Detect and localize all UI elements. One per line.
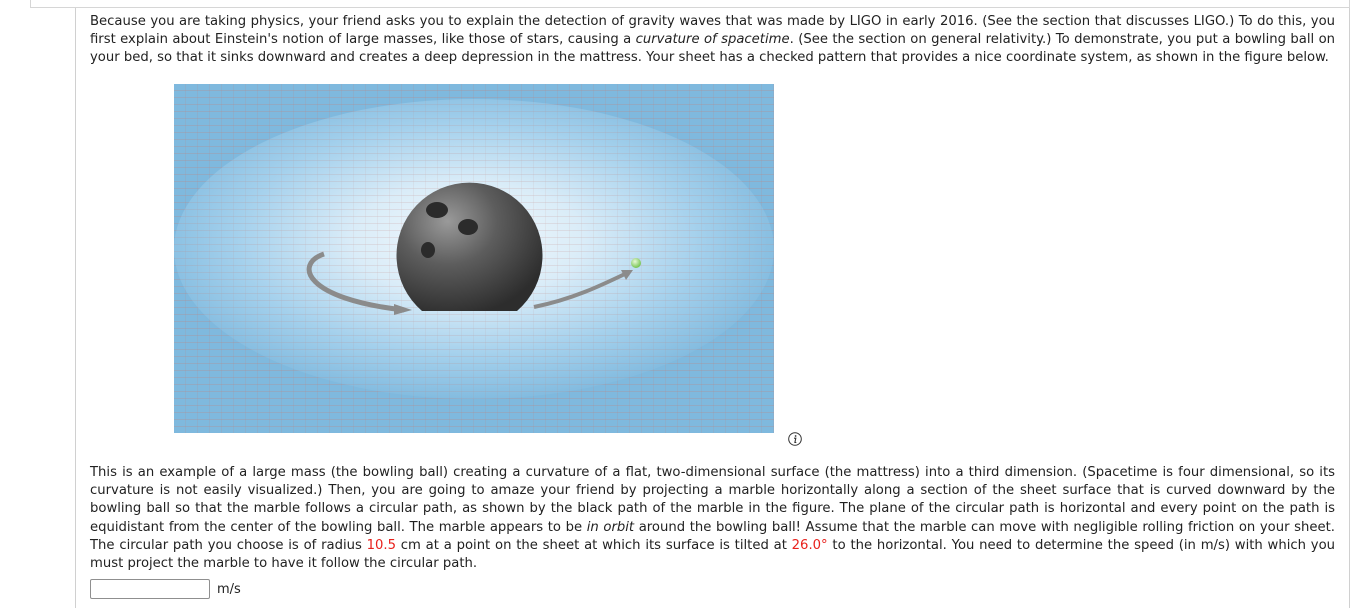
answer-unit: m/s [217, 582, 241, 597]
finger-hole-2 [458, 219, 478, 235]
problem-text-intro [90, 13, 1335, 68]
radius-value: 10.5 [366, 537, 396, 553]
intro-emphasis: curvature of spacetime [635, 32, 790, 48]
question-emphasis: in orbit [586, 519, 635, 535]
angle-value: 26.0° [791, 537, 828, 553]
intro-text-b: . (See the section on general relativity.) To demonstrate, you put a bowling ball on your bed, so that it sinks downward and creates a deep depression in the mattress. Your sheet has a checked pattern that provides a nice coordinate system, as shown in the figure below. [90, 32, 1336, 66]
thumb-hole [421, 242, 435, 258]
speed-answer-input[interactable] [90, 579, 210, 599]
top-frame [30, 0, 1350, 8]
bowling-ball-figure [174, 84, 774, 433]
question-text-a: This is an example of a large mass (the bowling ball) creating a curvature of a flat, two-dimensional surface (the mattress) into a third dimension. (Spacetime is four dimensional, so its curvature is not easily visualized.) Then, you are going to amaze your friend by projecting a marble horizontally along a section of the sheet surface that is curved downward by the bowling ball so that the marble follows a circular path, as shown by the black path of the marble in the figure. The plane of the circular path is horizontal and every point on the path is equidistant from the center of the bowling ball. The marble appears to be [90, 465, 1335, 535]
info-icon[interactable] [788, 432, 802, 446]
question-text-d: to the horizontal. You need to determine the speed (in m/s) with which you must project the marble to have it follow the circular path. [90, 537, 1335, 572]
question-text-b: around the bowling ball! Assume that the marble can move with negligible rolling friction on your sheet. The circular path you choose is of radius [90, 519, 1335, 553]
problem-text-question [90, 464, 1335, 573]
marble [631, 258, 641, 268]
question-text-c: cm at a point on the sheet at which its surface is tilted at [396, 537, 792, 553]
finger-hole-1 [426, 202, 448, 218]
intro-text-a: Because you are taking physics, your friend asks you to explain the detection of gravity waves that was made by LIGO in early 2016. (See the section that discusses LIGO.) To do this, you first explain about Einstein's notion of large masses, like those of stars, causing a [90, 14, 1335, 48]
